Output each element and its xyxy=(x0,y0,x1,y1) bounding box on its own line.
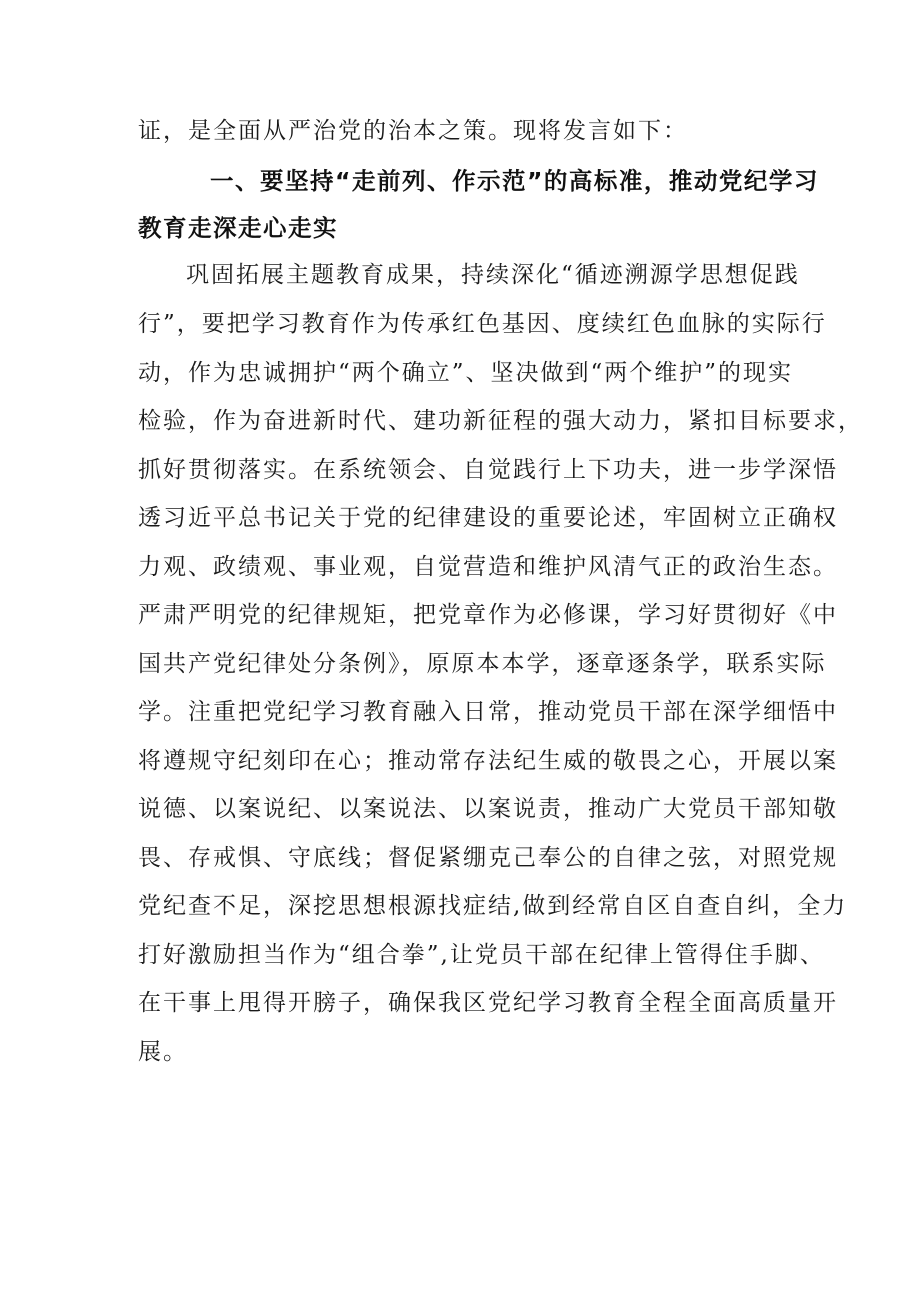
body-line: 严肃严明党的纪律规矩，把党章作为必修课，学习好贯彻好《中 xyxy=(138,602,838,628)
body-line: 打好激励担当作为“组合拳”,让党员干部在纪律上管得住手脚、 xyxy=(138,942,825,968)
opening-line: 证，是全面从严治党的治本之策。现将发言如下： xyxy=(138,118,688,144)
body-line: 学。注重把党纪学习教育融入日常，推动党员干部在深学细悟中 xyxy=(138,699,838,725)
section-heading-line-2: 教育走深走心走实 xyxy=(138,214,338,242)
body-line: 将遵规守纪刻印在心；推动常存法纪生威的敬畏之心，开展以案 xyxy=(138,748,838,774)
body-line: 畏、存戒惧、守底线；督促紧绷克己奉公的自律之弦，对照党规 xyxy=(138,845,838,871)
body-line: 党纪查不足，深挖思想根源找症结,做到经常自区自查自纠，全力 xyxy=(138,893,848,919)
body-line: 在干事上甩得开膀子，确保我区党纪学习教育全程全面高质量开 xyxy=(138,990,838,1016)
body-line: 展。 xyxy=(138,1039,188,1065)
body-line: 行”，要把学习教育作为传承红色基因、度续红色血脉的实际行 xyxy=(138,311,827,337)
body-line: 国共产党纪律处分条例》，原原本本学，逐章逐条学，联系实际 xyxy=(138,651,827,677)
body-line: 动，作为忠诚拥护“两个确立”、坚决做到“两个维护”的现实 xyxy=(138,360,794,386)
body-line: 巩固拓展主题教育成果，持续深化“循迹溯源学思想促践 xyxy=(186,262,800,288)
body-line: 透习近平总书记关于党的纪律建设的重要论述，牢固树立正确权 xyxy=(138,505,838,531)
section-heading-line-1: 一、要坚持“走前列、作示范”的高标准，推动党纪学习 xyxy=(210,167,819,195)
body-line: 说德、以案说纪、以案说法、以案说责，推动广大党员干部知敬 xyxy=(138,796,838,822)
body-line: 检验，作为奋进新时代、建功新征程的强大动力，紧扣目标要求， xyxy=(138,408,863,434)
body-line: 抓好贯彻落实。在系统领会、自觉践行上下功夫，进一步学深悟 xyxy=(138,457,838,483)
body-line: 力观、政绩观、事业观，自觉营造和维护风清气正的政治生态。 xyxy=(138,554,838,580)
